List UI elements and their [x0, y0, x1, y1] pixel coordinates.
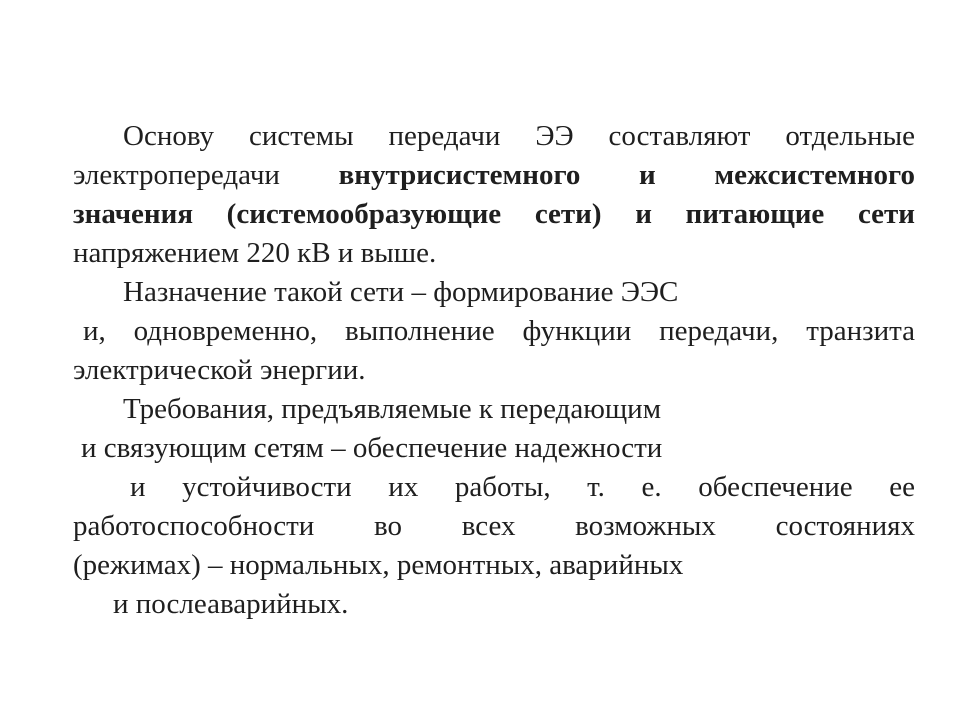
paragraph-1-line-1: Основу системы передачи ЭЭ составляют отдельные: [123, 120, 915, 152]
paragraph-1-bold-text: внутрисистемного и межсистемного: [338, 159, 916, 191]
paragraph-3-line-6: и послеаварийных.: [113, 588, 349, 620]
paragraph-3-line-2: и связующим сетям – обеспечение надежности: [81, 432, 663, 464]
paragraph-3-line-3: и устойчивости их работы, т. е. обеспечение ее: [130, 471, 915, 503]
paragraph-2-line-1: Назначение такой сети – формирование ЭЭС: [123, 276, 679, 308]
paragraph-2-line-2: и, одновременно, выполнение функции передачи, транзита: [83, 315, 915, 347]
paragraph-1-line-3: значения (системообразующие сети) и питающие сети: [73, 198, 915, 230]
body-text: [73, 117, 915, 624]
paragraph-3-line-1: Требования, предъявляемые к передающим: [123, 393, 662, 425]
paragraph-1-regular-text: электропередачи: [73, 159, 339, 191]
paragraph-3-line-4: работоспособности во всех возможных состояниях: [73, 510, 915, 542]
paragraph-3-line-5: (режимах) – нормальных, ремонтных, аварийных: [73, 549, 684, 581]
paragraph-1-line-2: [73, 156, 915, 195]
paragraph-1-line-4: напряжением 220 кВ и выше.: [73, 237, 437, 269]
paragraph-2-line-3: электрической энергии.: [73, 354, 366, 386]
